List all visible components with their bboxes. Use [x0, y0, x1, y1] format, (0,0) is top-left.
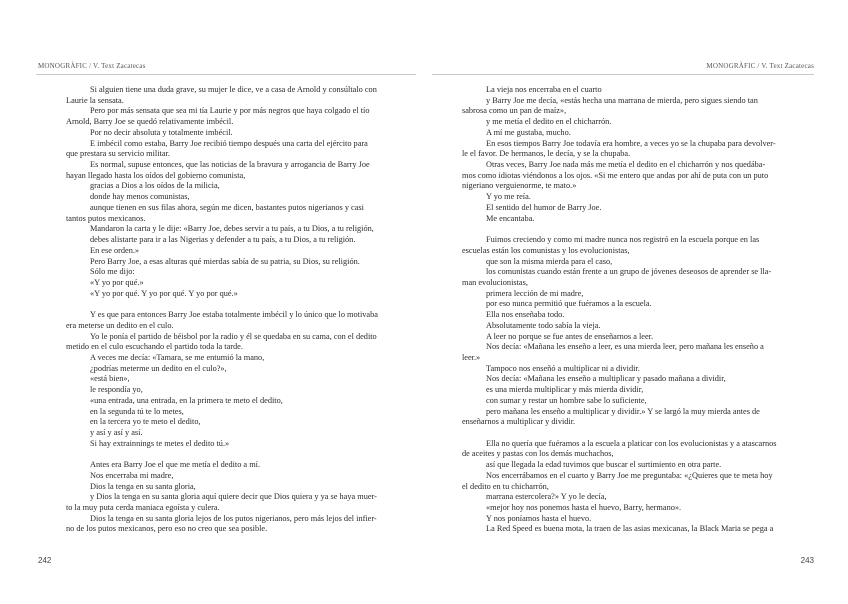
text-line: E imbécil como estaba, Barry Joe recibió tiempo después una carta del ejército para — [90, 138, 368, 148]
text-line: que prestara su servicio militar. — [66, 149, 170, 159]
text-line: gracias a Dios a los oídos de la milicia, — [90, 181, 220, 191]
page-number: 242 — [38, 556, 52, 565]
text-line: el dedito en tu chicharrón, — [462, 481, 549, 491]
text-line: y me metía el dedito en el chicharrón. — [486, 117, 612, 127]
text-line: Y yo me reía. — [486, 192, 531, 202]
text-line: «Y yo por qué. Y yo por qué. Y yo por qué.» — [90, 288, 238, 298]
text-line: «una entrada, una entrada, en la primera te meto el dedito, — [90, 395, 283, 405]
text-line: sabrosa como un pan de maíz», — [462, 106, 567, 116]
text-line: hayan llegado hasta los oídos del gobierno comunista, — [66, 170, 246, 180]
text-line: era meterse un dedito en el culo. — [66, 320, 174, 330]
text-line: Nos encerraba mi madre, — [90, 470, 174, 480]
text-line: Nos encerrábamos en el cuarto y Barry Joe me preguntaba: «¿Quieres que te meta hoy — [486, 470, 773, 480]
text-line: Otras veces, Barry Joe nada más me metía el dedito en el chicharrón y nos quedába- — [486, 160, 766, 170]
text-line: y así y así y así. — [90, 428, 143, 437]
text-line: Sólo me dijo: — [90, 267, 135, 277]
text-line: Si hay extrainnings te metes el dedito tú.» — [90, 438, 230, 448]
text-line: Mandaron la carta y le dije: «Barry Joe, debes servir a tu país, a tu Dios, a tu religión, — [90, 224, 374, 234]
text-line: leer.» — [462, 352, 481, 362]
text-line: aunque tienen en sus filas ahora, según me dicen, bastantes putos nigerianos y casi — [90, 202, 364, 212]
text-line: A veces me decía: «Tamara, se me entumió la mano, — [90, 352, 265, 362]
text-line: Dios la tenga en su santa gloria, — [90, 481, 196, 491]
text-line: tantos putos mexicanos. — [66, 213, 146, 223]
text-line: marrana estercolera?» Y yo le decía, — [486, 492, 607, 502]
header-rule — [432, 74, 814, 75]
paragraph-gap — [462, 224, 788, 235]
text-line: Tampoco nos enseñó a multiplicar ni a dividir. — [486, 363, 640, 373]
text-line: primera lección de mi madre, — [486, 288, 584, 298]
text-line: Ella nos enseñaba todo. — [486, 310, 565, 320]
text-line: «está bien», — [90, 374, 130, 384]
text-line: con sumar y restar un hombre sabe lo suficiente, — [486, 395, 647, 405]
text-line: y Dios la tenga en su santa gloria aquí quiere decir que Dios quiera y ya se haya muer- — [90, 492, 377, 502]
text-line: escuelas están los comunistas y los evolucionistas, — [462, 245, 630, 255]
text-line: Me encantaba. — [486, 213, 535, 223]
text-line: donde hay menos comunistas, — [90, 192, 190, 202]
text-line: ¿podrías meterme un dedito en el culo?», — [90, 363, 227, 373]
right-page — [424, 0, 848, 604]
page-body-text — [66, 85, 392, 535]
text-line: Nos decía: «Mañana les enseño a leer, es una mierda leer, pero mañana les enseño a — [486, 342, 764, 352]
text-line: En esos tiempos Barry Joe todavía era hombre, a veces yo se la chupaba para devolver- — [486, 138, 776, 148]
text-line: en la tercera yo te meto el dedito, — [90, 417, 201, 427]
text-line: es una mierda multiplicar y más mierda dividir, — [486, 385, 644, 395]
text-line: Pero Barry Joe, a esas alturas qué mierdas sabía de su patria, su Dios, su religión. — [90, 256, 360, 266]
text-line: to la muy puta cerda maniaca egoísta y culera. — [66, 503, 220, 513]
text-line: Dios la tenga en su santa gloria lejos de los putos nigerianos, pero más lejos del infier- — [90, 513, 377, 523]
text-line: debes alistarte para ir a las Nigerias y defender a tu país, a tu Dios, a tu religión. — [90, 235, 356, 245]
paragraph-gap — [66, 449, 392, 460]
paragraph-gap — [462, 428, 788, 439]
text-line: Absolutamente todo sabía la vieja. — [486, 320, 601, 330]
text-line: En ese orden.» — [90, 245, 140, 255]
text-line: así que llegada la edad tuvimos que buscar el surtimiento en otra parte. — [486, 460, 722, 470]
text-line: pero mañana les enseño a multiplicar y dividir.» Y se largó la muy mierda antes de — [486, 406, 760, 416]
text-line: por eso nunca permitió que fuéramos a la escuela. — [486, 299, 652, 309]
text-line: Laurie la sensata. — [66, 95, 124, 105]
text-line: en la segunda tú te lo metes, — [90, 406, 184, 416]
text-line: mos como idiotas viéndonos a los ojos. «Si me entero que andas por ahí de puta con un puto — [462, 170, 769, 180]
text-line: Y es que para entonces Barry Joe estaba totalmente imbécil y lo único que lo motivaba — [90, 310, 378, 320]
text-line: man evolucionistas, — [462, 277, 528, 287]
running-header: MONOGRÀFIC / V. Text Zacatecas — [38, 62, 146, 70]
page-number: 243 — [800, 556, 814, 565]
text-line: Nos decía: «Mañana les enseño a multiplicar y pasado mañana a dividir, — [486, 374, 726, 384]
text-line: «Y yo por qué.» — [90, 277, 144, 287]
text-line: metido en el culo escuchando el partido toda la tarde. — [66, 342, 243, 352]
text-line: Fuimos creciendo y como mi madre nunca nos registró en la escuela porque en las — [486, 235, 760, 245]
text-line: enseñarnos a multiplicar y dividir. — [462, 417, 576, 427]
text-line: Yo le ponía el partido de béisbol por la radio y él se quedaba en su cama, con el dedito — [90, 331, 377, 341]
text-line: Por no decir absoluta y totalmente imbécil. — [90, 127, 233, 137]
text-line: que son la misma mierda para el caso, — [486, 256, 613, 266]
text-line: A leer no porque se fue antes de enseñarnos a leer. — [486, 331, 654, 341]
header-rule — [36, 74, 416, 75]
text-line: La vieja nos encerraba en el cuarto — [486, 85, 602, 94]
text-line: Ella no quería que fuéramos a la escuela a platicar con los evolucionistas y a atascarnos — [486, 438, 777, 448]
text-line: Es normal, supuse entonces, que las noticias de la bravura y arrogancia de Barry Joe — [90, 160, 370, 170]
text-line: A mí me gustaba, mucho. — [486, 127, 571, 137]
text-line: La Red Speed es buena mota, la traen de las asias mexicanas, la Black Maria se pega a — [486, 524, 774, 534]
text-line: Arnold, Barry Joe se quedó relativamente imbécil. — [66, 117, 234, 127]
text-line: Si alguien tiene una duda grave, su mujer le dice, ve a casa de Arnold y consúltalo con — [90, 85, 377, 94]
text-line: Antes era Barry Joe el que me metía el dedito a mí. — [90, 460, 261, 470]
text-line: no de los putos mexicanos, pero eso no creo que sea posible. — [66, 524, 268, 534]
text-line: le respondía yo, — [90, 385, 143, 395]
text-line: «mejor hoy nos ponemos hasta el huevo, Barry, hermano». — [486, 503, 682, 513]
text-line: Pero por más sensata que sea mi tía Laurie y por más negros que haya colgado el tío — [90, 106, 370, 116]
text-line: de aceites y pastas con los demás muchachos, — [462, 449, 614, 459]
text-line: y Barry Joe me decía, «estás hecha una marrana de mierda, pero sigues siendo tan — [486, 95, 758, 105]
running-header: MONOGRÀFIC / V. Text Zacatecas — [706, 62, 814, 70]
page-body-text — [462, 85, 788, 535]
text-line: los comunistas cuando están frente a un grupo de jóvenes deseosos de aprender se lla- — [486, 267, 772, 277]
text-line: le el favor. De hermanos, le decía, y se la chupaba. — [462, 149, 631, 159]
text-line: nigeriano verguienorme, te mato.» — [462, 181, 577, 191]
text-line: El sentido del humor de Barry Joe. — [486, 202, 602, 212]
paragraph-gap — [66, 299, 392, 310]
text-line: Y nos poníamos hasta el huevo. — [486, 513, 592, 523]
